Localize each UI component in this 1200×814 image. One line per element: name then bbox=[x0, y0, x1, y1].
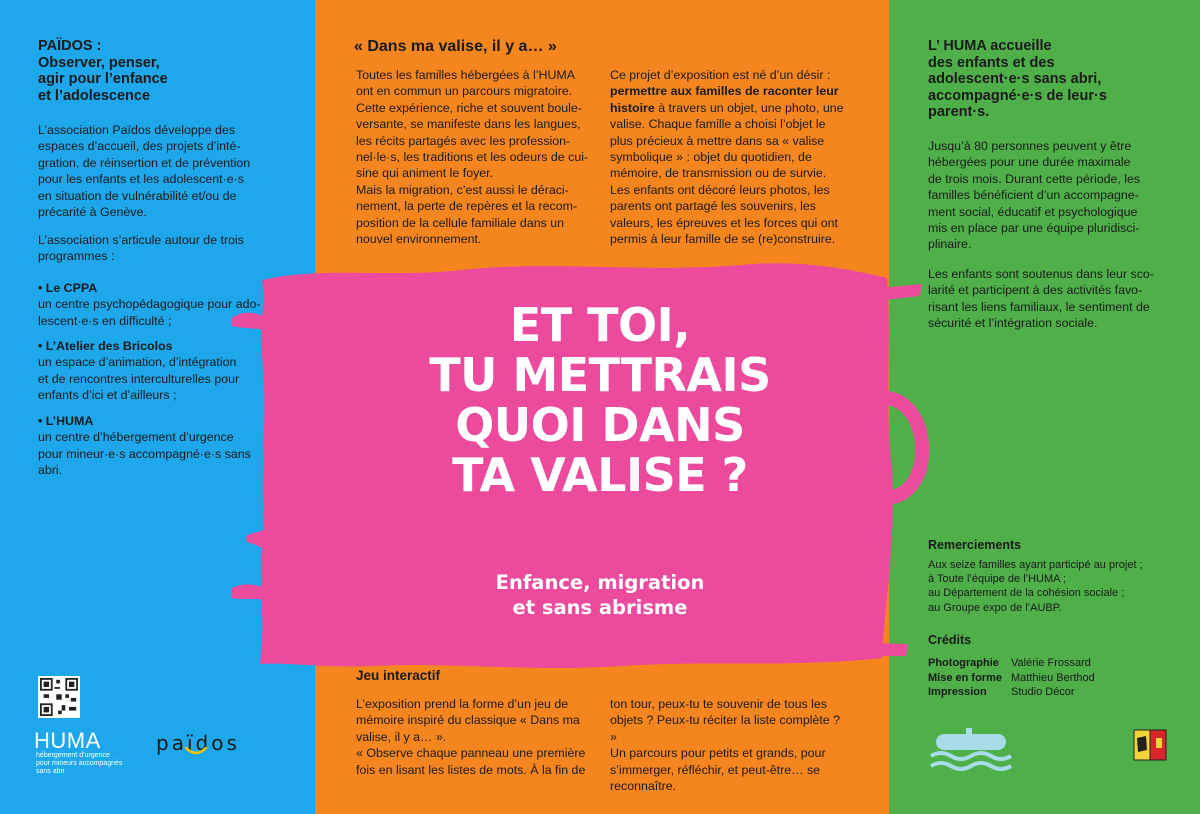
huma-text-2: Les enfants sont soutenus dans leur sco- larité et participent à des activités favo- risant les liens familiaux, le sentiment de sécurité et l’intégration sociale. bbox=[928, 267, 1154, 331]
program-huma: • L’HUMA un centre d’hébergement d’urgence pour mineur·e·s accompagné·e·s sans abri. bbox=[38, 414, 251, 478]
jeu-text-col1: L’exposition prend la forme d’un jeu de mémoire inspiré du classique « Dans ma valise, il y a… ». « Observe chaque panneau une première fois en lisant les listes de mots. À la fin de bbox=[356, 697, 586, 777]
valise-title: « Dans ma valise, il y a… » bbox=[354, 38, 557, 55]
credit-row: Mise en forme Matthieu Berthod bbox=[928, 671, 1095, 684]
huma-title: L’ HUMA accueille des enfants et des adolescent·e·s sans abri, accompagné·e·s de leur·s parent·s. bbox=[928, 38, 1107, 120]
geneve-city-emblem-icon bbox=[1128, 728, 1172, 776]
huma-text-1: Jusqu’à 80 personnes peuvent y être hébergées pour une durée maximale de trois mois. Durant cette période, les familles bénéficient d’un accompagne- ment social, éducatif et psychologique mis en place par une équipe pluridisci- plinaire. bbox=[928, 139, 1141, 252]
main-headline: ET TOI, TU METTRAIS QUOI DANS TA VALISE ? bbox=[429, 298, 771, 502]
credit-row: Photographie Valérie Frossard bbox=[928, 657, 1091, 669]
paidos-title: PAÏDOS : Observer, penser, agir pour l’enfance et l’adolescence bbox=[38, 38, 168, 104]
credits-title: Crédits bbox=[928, 633, 972, 647]
huma-logo-tagline: hébergement d’urgence pour mineurs accompagnés sans abri bbox=[36, 752, 123, 775]
credits-table bbox=[928, 656, 1095, 700]
paidos-intro: L’association Païdos développe des espaces d’accueil, des projets d’inté- gration, de réinsertion et de prévention pour les enfants et les adolescent·e·s en situation de vulnérabilité et/ou de précarité à Genève. bbox=[38, 123, 251, 220]
jeu-title: Jeu interactif bbox=[356, 668, 441, 683]
bains-des-paquis-logo bbox=[926, 726, 1016, 776]
huma-logo: HUMA bbox=[34, 728, 101, 753]
paidos-programs-intro: L’association s’articule autour de trois programmes : bbox=[38, 233, 244, 264]
jeu-text-col2: ton tour, peux-tu te souvenir de tous les objets ? Peux-tu réciter la liste complète ? » Un parcours pour petits et grands, pour s’immerger, réfléchir, et peut-être… se reconnaître. bbox=[610, 697, 841, 794]
subheadline: Enfance, migration et sans abrisme bbox=[495, 571, 705, 619]
program-cppa: • Le CPPA un centre psychopédagogique pour ado- lescent·e·s en difficulté ; bbox=[38, 281, 261, 328]
remerciements-title: Remerciements bbox=[928, 538, 1022, 552]
remerciements-list: Aux seize familles ayant participé au projet ; à Toute l’équipe de l’HUMA ; au Département de la cohésion sociale ; au Groupe expo de l’AUBP. bbox=[928, 559, 1143, 614]
valise-text-col2: Ce projet d’exposition est né d’un désir : permettre aux familles de raconter leur histoire à travers un objet, une photo, une valise. Chaque famille a choisi l’objet le plus précieux à mettre dans sa « valise symbolique » : objet du quotidien, de mémoire, de transmission ou de survie. Les enfants ont décoré leurs photos, les parents ont partagé les souvenirs, les valeurs, les épreuves et les forces qui ont permis à leur famille de se (re)construire. bbox=[610, 68, 844, 247]
credit-row: Impression Studio Décor bbox=[928, 686, 1075, 698]
qr-code-icon bbox=[38, 676, 80, 718]
valise-text-col1: Toutes les familles hébergées à l’HUMA ont en commun un parcours migratoire. Cette expérience, riche et souvent boule- versante, se manifeste dans les langues, les récits partagés avec les profession- nel·le·s, les traditions et les odeurs de cui- sine qui animent le foyer. Mais la migration, c’est aussi le déraci- nement, la perte de repères et la recom- position de la cellule familiale dans un nouvel environnement. bbox=[356, 68, 589, 247]
paidos-smile-icon bbox=[184, 746, 208, 756]
program-atelier-bricolos: • L’Atelier des Bricolos un espace d’animation, d’intégration et de rencontres interculturelles pour enfants d’ici et d’ailleurs ; bbox=[38, 339, 240, 403]
paidos-logo: païdos bbox=[156, 731, 240, 755]
